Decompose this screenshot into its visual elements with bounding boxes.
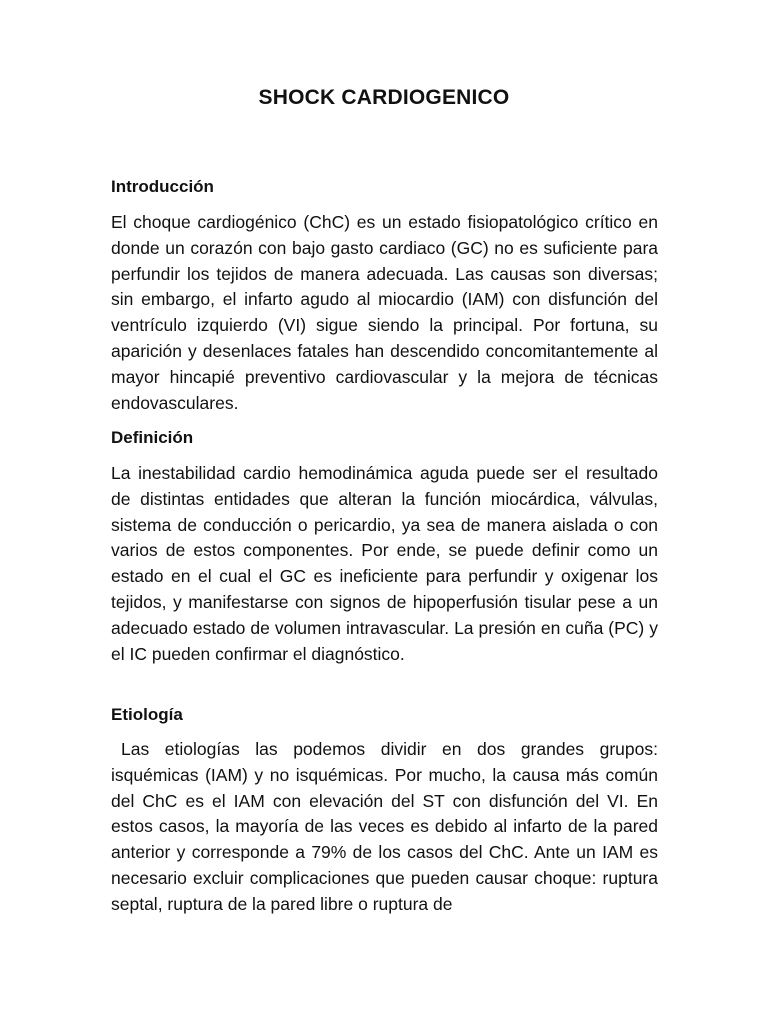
section-body-etiologia: Las etiologías las podemos dividir en dos grandes grupos: isquémicas (IAM) y no isquémicas. Por mucho, la causa más común del ChC es el IAM con elevación del ST con disfunción del VI. En estos casos, la mayoría de las veces es debido al infarto de la pared anterior y corresponde a 79% de los casos del ChC. Ante un IAM es necesario excluir complicaciones que pueden causar choque: ruptura septal, ruptura de la pared libre o ruptura de bbox=[111, 739, 658, 914]
section-body-definicion: La inestabilidad cardio hemodinámica aguda puede ser el resultado de distintas entidades que alteran la función miocárdica, válvulas, sistema de conducción o pericardio, ya sea de manera aislada o con varios de estos componentes. Por ende, se puede definir como un estado en el cual el GC es ineficiente para perfundir y oxigenar los tejidos, y manifestarse con signos de hipoperfusión tisular pese a un adecuado estado de volumen intravascular. La presión en cuña (PC) y el IC pueden confirmar el diagnóstico. bbox=[111, 463, 658, 664]
section-heading-etiologia: Etiología bbox=[111, 705, 183, 724]
section-body-introduccion: El choque cardiogénico (ChC) es un estado fisiopatológico crítico en donde un corazón con bajo gasto cardiaco (GC) no es suficiente para perfundir los tejidos de manera adecuada. Las causas son diversas; sin embargo, el infarto agudo al miocardio (IAM) con disfunción del ventrículo izquierdo (VI) sigue siendo la principal. Por fortuna, su aparición y desenlaces fatales han descendido concomitantemente al mayor hincapié preventivo cardiovascular y la mejora de técnicas endovasculares. bbox=[111, 212, 658, 413]
section-heading-definicion: Definición bbox=[111, 428, 194, 447]
document-title: SHOCK CARDIOGENICO bbox=[258, 86, 510, 109]
section-heading-introduccion: Introducción bbox=[111, 177, 214, 196]
